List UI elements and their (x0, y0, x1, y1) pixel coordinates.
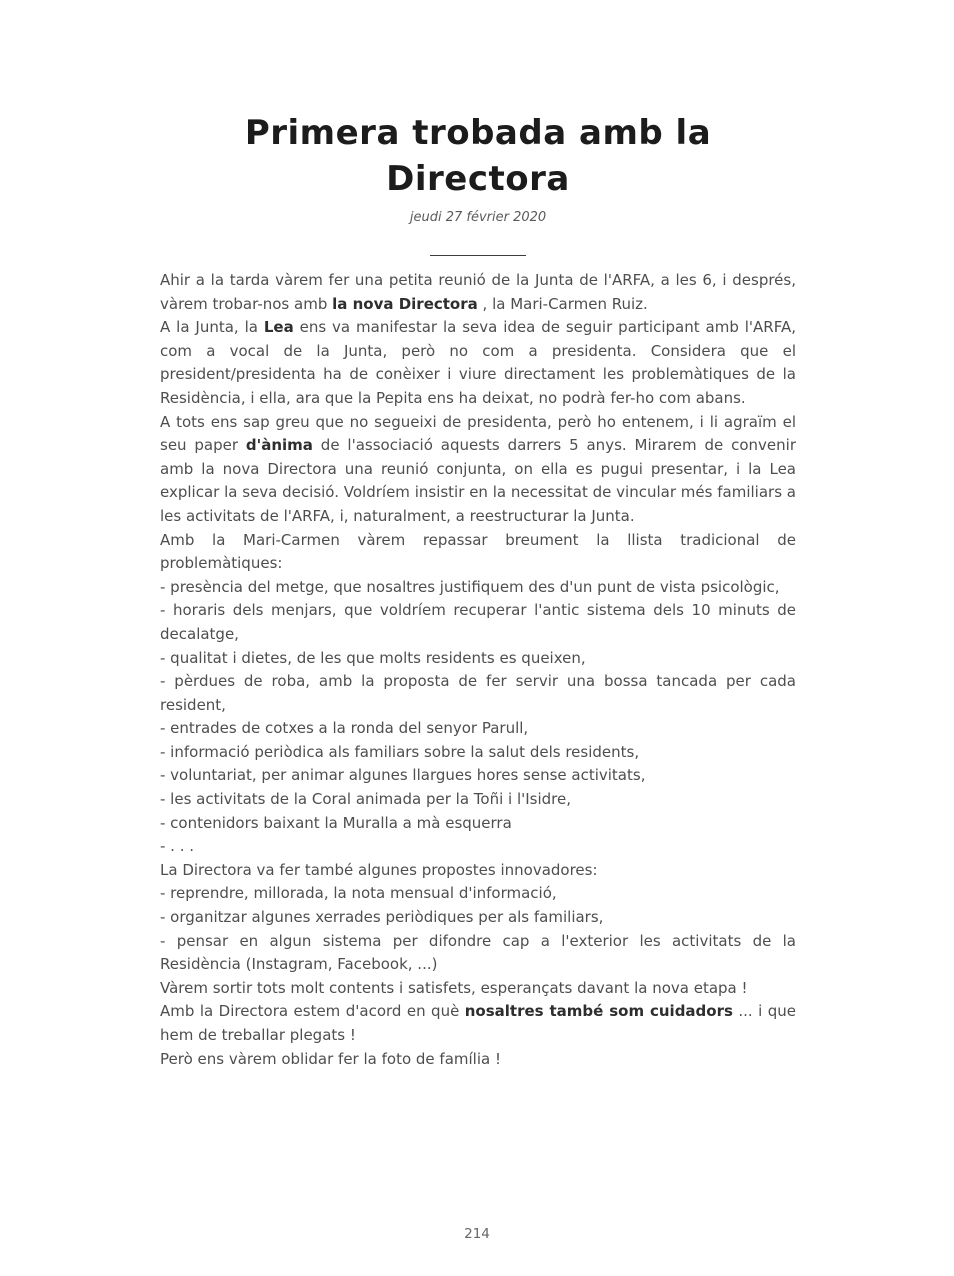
text-segment: - . . . (160, 837, 195, 856)
text-segment: - informació periòdica als familiars sobre la salut dels residents, (160, 742, 640, 761)
text-segment: - les activitats de la Coral animada per la Toñi i l'Isidre, (160, 790, 572, 809)
text-segment: - presència del metge, que nosaltres justifiquem des d'un punt de vista psicològic, (160, 577, 780, 596)
text-segment: Ahir a la tarda vàrem fer una petita reunió de la Junta de l'ARFA, a les 6, i després, vàrem trobar-nos amb (160, 271, 796, 313)
body-paragraph (160, 269, 796, 316)
body-paragraph (160, 741, 796, 765)
body-paragraph (160, 647, 796, 671)
text-segment: Amb la Mari-Carmen vàrem repassar breument la llista tradicional de problemàtiques: (160, 530, 796, 573)
body-paragraph (160, 788, 796, 812)
bold-text: Lea (263, 318, 294, 337)
text-segment: Amb la Directora estem d'acord en què (160, 1002, 465, 1021)
text-segment: La Directora va fer també algunes propostes innovadores: (160, 860, 598, 879)
body-paragraph (160, 906, 796, 930)
page-title: Primera trobada amb la Directora (244, 113, 712, 199)
title-divider (430, 255, 526, 256)
text-segment: ... i que hem de treballar plegats ! (160, 1002, 796, 1044)
article-date: jeudi 27 février 2020 (409, 210, 547, 225)
body-paragraph (160, 977, 796, 1001)
body-paragraph (160, 835, 796, 859)
body-paragraph (160, 576, 796, 600)
text-segment: - contenidors baixant la Muralla a mà esquerra (160, 813, 512, 832)
article (160, 0, 796, 1071)
text-segment: - voluntariat, per animar algunes llargues hores sense activitats, (160, 766, 646, 785)
body-paragraph (160, 717, 796, 741)
text-segment: - pensar en algun sistema per difondre cap a l'exterior les activitats de la Residència (Instagram, Facebook, ...) (160, 931, 796, 974)
bold-text: nosaltres també som cuidadors (464, 1002, 733, 1021)
text-segment: - entrades de cotxes a la ronda del senyor Parull, (160, 719, 529, 738)
text-segment: Vàrem sortir tots molt contents i satisfets, esperançats davant la nova etapa ! (160, 978, 748, 997)
text-segment: de l'associació aquests darrers 5 anys. Mirarem de convenir amb la nova Directora una reunió conjunta, on ella es pugui presentar, i la Lea explicar la seva decisió. Voldríem insistir en la necessitat de vincular més familiars a les activitats de l'ARFA, i, naturalment, a reestructurar la Junta. (160, 436, 796, 525)
text-segment: - reprendre, millorada, la nota mensual d'informació, (160, 884, 557, 903)
body-paragraph (160, 529, 796, 576)
body-paragraph (160, 812, 796, 836)
text-segment: Però ens vàrem oblidar fer la foto de família ! (160, 1049, 501, 1068)
page-number: 214 (464, 1226, 490, 1242)
bold-text: la nova Directora (332, 294, 478, 313)
text-segment: - qualitat i dietes, de les que molts residents es queixen, (160, 648, 586, 667)
body-paragraph (160, 411, 796, 529)
body-paragraph (160, 930, 796, 977)
body-paragraph (160, 764, 796, 788)
body-paragraph (160, 859, 796, 883)
page-footer (0, 1226, 954, 1242)
text-segment: A tots ens sap greu que no segueixi de presidenta, però ho entenem, i li agraïm el seu paper (160, 412, 796, 455)
body-paragraph (160, 670, 796, 717)
text-segment: ens va manifestar la seva idea de seguir participant amb l'ARFA, com a vocal de la Junta, però no com a presidenta. Considera que el president/presidenta ha de conèixer i viure directament les problemàtiques de la Residència, i ella, ara que la Pepita ens ha deixat, no podrà fer-ho com abans. (160, 318, 796, 407)
text-segment: - organitzar algunes xerrades periòdiques per als familiars, (160, 908, 604, 927)
body-paragraph (160, 1000, 796, 1047)
body-paragraph (160, 316, 796, 410)
body-paragraph (160, 882, 796, 906)
body-paragraph (160, 1048, 796, 1072)
text-segment: - horaris dels menjars, que voldríem recuperar l'antic sistema dels 10 minuts de decalatge, (160, 601, 796, 643)
text-segment: , la Mari-Carmen Ruiz. (477, 294, 648, 313)
body-paragraph (160, 599, 796, 646)
text-segment: A la Junta, la (160, 318, 264, 337)
article-body (160, 269, 796, 1071)
bold-text: d'ànima (245, 436, 313, 455)
text-segment: - pèrdues de roba, amb la proposta de fer servir una bossa tancada per cada resident, (160, 672, 796, 714)
